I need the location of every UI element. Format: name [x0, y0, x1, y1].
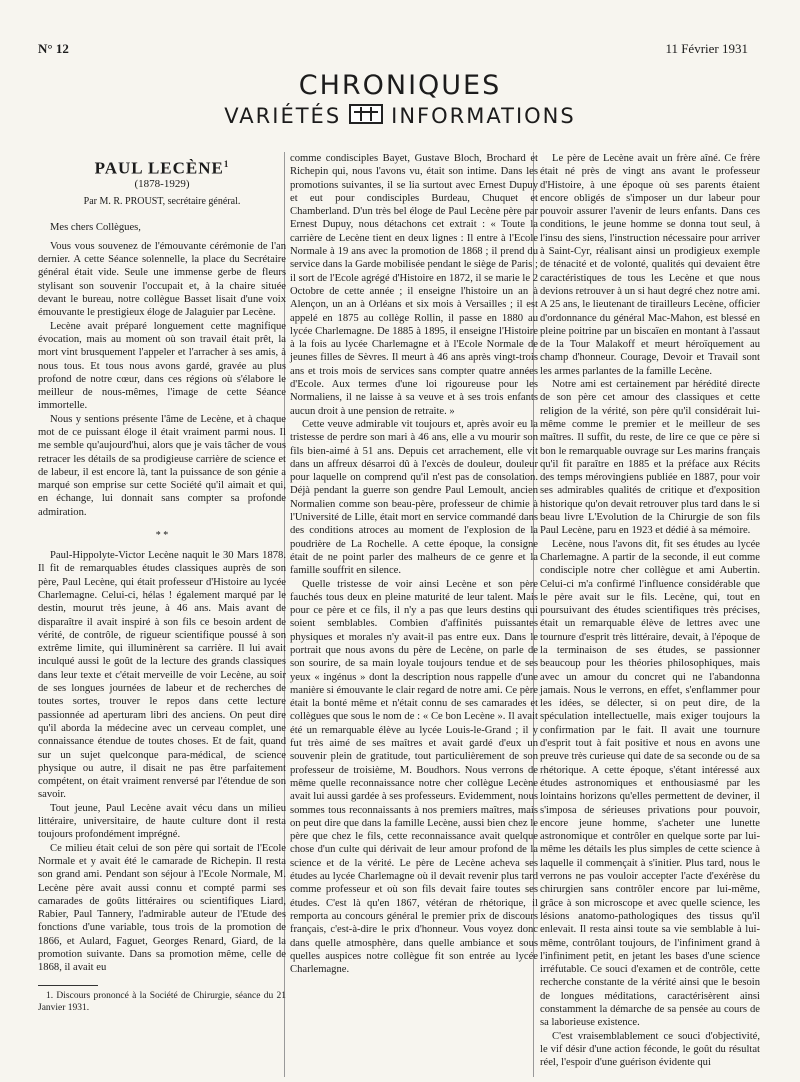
article-title-text: PAUL LECÈNE [94, 158, 224, 178]
paragraph: comme condisciples Bayet, Gustave Bloch, Brochard et Richepin qui, nous l'avons vu, était son intime. Dans les promotions suivantes, il se lia surtout avec Ernest Dupuy et eut pour condisciples Burdeau, Chuquet et Chamberland. D'un très bel éloge de Paul Lecène père par Ernest Dupuy, nous détachons cet extrait : « Toute la carrière de Lecène tient en deux lignes : Il entre à l'Ecole Normale à 19 ans avec la promotion de 1868 ; il prend du service dans la Garde mobilisée pendant le siège de Paris ; il sort de l'Ecole agrégé d'Histoire en 1872, il se marie le 2 Octobre de cette année ; il enseigne l'histoire un an à Alençon, un an à Orléans et six mois à Versailles ; il est appelé en 1875 au collège Rollin, il passe en 1880 au lycée Charlemagne. De 1885 à 1895, il enseigne l'Histoire à la fois au lycée Charlemagne et à l'Ecole Normale de jeunes filles de Sèvres. Il meurt à 46 ans après vingt-trois ans et trois mois de services sans compter quatre années d'Ecole. Aux termes d'une loi rigoureuse pour les Normaliens, il ne laisse à sa veuve et à ses trois enfants aucun droit à une pension de retraite. » [290, 153, 538, 417]
article-years: (1878-1929) [134, 177, 190, 190]
masthead-varietes: VARIÉTÉS [224, 104, 342, 128]
paragraph: Quelle tristesse de voir ainsi Lecène et son père fauchés tous deux en pleine maturité de leur talent. Mais pour ce père et ce fils, il n'y a pas que leurs destins qui soient semblables. Combien d'affinités puissantes physiques et morales n'y avait-il pas entre eux. Dans le portrait que nous avons du père de Lecène, on parle de son sourire, de sa main loyale toujours tendue et de ses yeux « ingénus » dont la description nous rappelle d'une manière si émouvante le clair regard de notre ami. Ce père était la bonté même et n'était connu de ses camarades et collègues que sous le nom de : « Ce bon Lecène ». Il avait été un remarquable élève au lycée Louis-le-Grand ; il y fut très aimé de ses maîtres et avait gardé d'eux un souvenir plein de gratitude, tout particulièrement de son professeur de troisième, M. Boudhors. Nous verrons de même quelle reconnaissance notre cher collègue Lecène avait lui aussi gardée à ses professeurs. Evidemment, nous sommes tous reconnaissants à nos premiers maîtres, mais on peut dire que dans la famille Lecène, aussi bien chez le père que chez le fils, cette reconnaissance avait quelque chose d'un culte qui dérivait de leur amour profond de la science et de la vérité. Le père de Lecène acheva ses études au lycée Charlemagne où il devait revenir plus tard comme professeur et où son fils devait faire toutes ses études. C'est là qu'en 1867, vétéran de rhétorique, il remporta au concours général le premier prix de discours français, c'est-à-dire le prix d'honneur. Vous voyez donc dans quelle atmosphère, dans quelle ambiance et sous quelles auspices notre collègue fit son entrée au lycée Charlemagne. [290, 578, 538, 976]
issue-date: 11 Février 1931 [665, 41, 748, 56]
paragraph: Vous vous souvenez de l'émouvante cérémonie de l'an dernier. A cette Séance solennelle, la place du Secrétaire général était vide. Seule une immense gerbe de fleurs stylisant son souvenir l'occupait et, à la chaire située devant le bureau, notre collègue Basset lisait d'une voix émouvante le prestigieux éloge de Jalaguier par Lecène. [38, 240, 286, 319]
page-header [38, 40, 748, 62]
paragraph: C'est vraisemblablement ce souci d'objectivité, le vif désir d'une action féconde, le goût du résultat réel, l'espoir d'une guérison évidente qui [540, 1030, 760, 1069]
masthead-title: CHRONIQUES [298, 70, 502, 101]
column-2 [290, 152, 538, 1057]
section-separator: * * [155, 530, 169, 542]
footnote-mark: 1 [223, 159, 230, 169]
footnote: 1. Discours prononcé à la Société de Chirurgie, séance du 21 Janvier 1931. [38, 990, 286, 1013]
paragraph: Cette veuve admirable vit toujours et, après avoir eu la tristesse de perdre son mari à 46 ans, elle a vu mourir son fils bien-aimé à 51 ans. Depuis cet arrachement, elle vit dans un affreux désarroi dû à l'excès de douleur, douleur pour laquelle on comprend qu'il n'est pas de consolation. Déjà pendant la guerre son gendre Paul Lemoult, ancien Normalien comme son beau-père, professeur de chimie à l'Université de Lille, était mort en service commandé dans des conditions atroces au moment de l'explosion de la poudrière de La Rochelle. A cette époque, la consigne était de ne point parler des malheurs de ce genre et la famille souffrit en silence. [290, 418, 538, 577]
paragraph: Lecène avait préparé longuement cette magnifique évocation, mais au moment où son travail était prêt, la mort vint brusquement l'appeler et l'arracher à ses amis, à nous tous. Et tous nous avons gardé, gravée au plus profond de notre cœur, dans ces régions où s'élabore le meilleur de nous-mêmes, l'image de cette Séance immortelle. [38, 320, 286, 412]
paragraph: Paul-Hippolyte-Victor Lecène naquit le 30 Mars 1878. Il fit de remarquables études classiques auprès de son père, Paul Lecène, qui était professeur d'Histoire au lycée Charlemagne. Celui-ci, hélas ! également marqué par le destin, mourut très jeune, à 46 ans. Mais avant de disparaître il avait inspiré à son fils ce besoin ardent de vérité, de contrôle, de rigueur scientifique poussé à son extrême limite, qui illuminèrent sa carrière. Il lui avait inculqué aussi le goût de la lecture des grands classiques dans leur texte et c'était merveille de voir Lecène, au soir de ses longues journées de labeur et de recherches de toutes sortes, trouver le repos dans cette lecture passionnée ad aperturam libri des anciens. On peut dire qu'il aborda la médecine avec un cerveau complet, une connaissance étendue de toutes choses. Et de fait, quand sur un sujet quelconque para-médical, de science physique ou autre, il disait ne pas être parfaitement compétent, on était vraiment renversé par l'étendue de son savoir. [38, 550, 286, 801]
paragraph: Notre ami est certainement par hérédité directe de son père cet amour des classiques et cette religion de la vérité, son père qu'il considérait lui-même comme le premier et le meilleur de ses maîtres. Il suffit, du reste, de lire ce que ce père si bon le remarquable ouvrage sur Les marins français qu'il fit paraître en 1885 et la préface aux Récits des temps mérovingiens publiée en 1887, pour voir ses admirables qualités de critique et d'exposition historique qu'on devait retrouver plus tard dans le si beau livre L'Evolution de la Chirurgie de son fils Paul Lecène, paru en 1923 et dédié à sa mémoire. [540, 379, 760, 537]
issue-number: N° 12 [38, 41, 69, 56]
article-author: Par M. R. PROUST, secrétaire général. [83, 196, 241, 208]
article-title [38, 158, 286, 178]
footnote-rule [38, 985, 98, 986]
paragraph: Le père de Lecène avait un frère aîné. Ce frère était né près de vingt ans avant le professeur d'Histoire, à une époque où ses parents étaient encore obligés de s'imposer un dur labeur pour pouvoir assurer l'avenir de leurs enfants. Dans ces conditions, le jeune homme se donna tout seul, à l'insu des siens, l'instruction nécessaire pour arriver à Saint-Cyr, réalisant ainsi un prodigieux exemple de ténacité et de volonté, qualités qui devaient être caractéristiques de tous les Lecène et que nous devions retrouver à un si haut degré chez notre ami. A 25 ans, le lieutenant de tirailleurs Lecène, officier d'ordonnance du général Mac-Mahon, est blessé en pleine poitrine par un biscaïen en montant à l'assaut de la Tour Malakoff et meurt héroïquement au champ d'honneur. Courage, Devoir et Travail sont les armes parlantes de la famille Lecène. [540, 153, 760, 377]
column-1 [38, 152, 286, 1057]
paragraph: Nous y sentions présente l'âme de Lecène, et à chaque mot de ce puissant éloge il était vraiment parmi nous. Il me semble qu'aujourd'hui, alors que je vais tâcher de vous retracer les détails de sa prodigieuse carrière de science et de labeur, il est encore là, tant la puissance de son génie a marqué son emprise sur cette Société qu'il aimait et qui, en échange, lui donnait sans compter sa profonde admiration. [38, 413, 286, 518]
masthead-informations: INFORMATIONS [391, 104, 576, 128]
paragraph: Ce milieu était celui de son père qui sortait de l'Ecole Normale et y avait été le camarade de Richepin. Il resta son grand ami. Pendant son séjour à l'Ecole Normale, M. Lecène père avait aussi connu et compté parmi ses camarades de goûts littéraires ou scientifiques Liard, Rabier, Paul Tannery, l'admirable auteur de l'Etude des fonctions d'une variable, tous trois de la promotion de 1866, et Aulard, Faguet, Georges Renard, Giard, de la promotion suivante. Dans sa promotion même, celle de 1868, il avait eu [38, 842, 286, 974]
masthead [0, 70, 800, 130]
paragraph: Tout jeune, Paul Lecène avait vécu dans un milieu littéraire, universitaire, de haute culture dont il resta toujours profondément imprégné. [38, 802, 286, 841]
ornament-icon [349, 104, 383, 124]
salutation: Mes chers Collègues, [50, 221, 141, 233]
column-3 [540, 152, 760, 1069]
paragraph: Lecène, nous l'avons dit, fit ses études au lycée Charlemagne. A partir de la seconde, il eut comme condisciple notre cher collègue et ami Aubertin. Celui-ci m'a confirmé l'influence considérable que le père avait sur le fils. Lecène, qui, tout en poursuivant des études scientifiques très précises, était un remarquable élève de lettres avec une tournure d'esprit très littéraire, devait, à l'époque de la terminaison de ses études, se passionner beaucoup pour les théories philosophiques, mais avec un amour du concret qui ne l'abandonna jamais. Nous le verrons, en effet, s'enflammer pour les idées, se délecter, si on peut dire, de la spéculation intellectuelle, mais exiger toujours la confirmation par le fait. Il avait une tournure d'esprit tout à fait positive et nous en avons une preuve très curieuse qui date de sa seconde ou de sa rhétorique. A cette époque, s'étant intéressé aux études astronomiques et enthousiasmé par les lointains horizons qu'elles permettent de deviner, il s'imposa de sérieuses privations pour pouvoir, encore jeune homme, s'acheter une lunette astronomique et contrôler en quelque sorte par lui-même les détails les plus simples de cette science à laquelle il commençait à s'initier. Plus tard, nous le verrons ne pas vouloir accepter l'acte d'exérèse du chirurgien sans contrôler encore par lui-même, grâce à son microscope et avec quelle science, les lésions anatomo-pathologiques des tissus qu'il enlevait. Il resta ainsi toute sa vie semblable à lui-même, contrôlant toujours, de l'infiniment grand à l'infiniment petit, en jetant les bases d'une science irréfutable. Ce souci d'examen et de contrôle, cette recherche constante de la vérité ainsi que le besoin de longues méditations, caractérisèrent ainsi constamment la démarche de sa pensée au cours de sa laborieuse existence. [540, 538, 760, 1029]
masthead-subtitle [0, 102, 800, 130]
